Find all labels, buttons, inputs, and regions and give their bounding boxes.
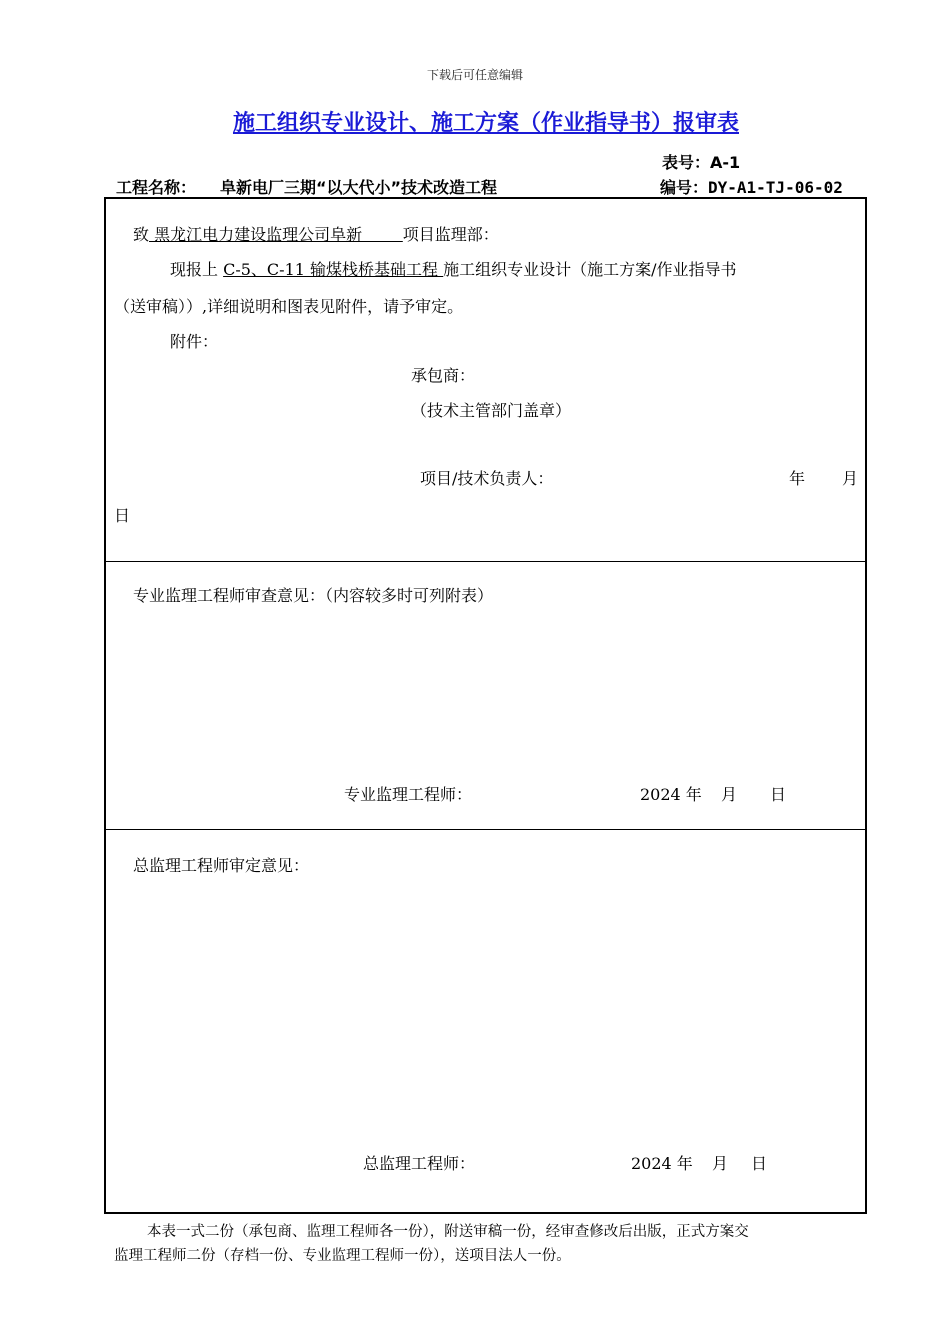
sec1-year-label: 年 [789, 469, 806, 488]
contractor-label: 承包商： [411, 366, 476, 385]
submission-line-2: （送审稿））,详细说明和图表见附件，请予审定。 [114, 297, 464, 316]
form-number: 表号：A-1 [662, 153, 741, 172]
header-note: 下载后可任意编辑 [426, 68, 523, 82]
form-table [104, 197, 867, 1214]
submission-prefix: 现报上 [170, 260, 224, 279]
specialist-signer-label: 专业监理工程师： [344, 785, 473, 804]
sec3-date-month: 月 [712, 1154, 729, 1173]
document-title: 施工组织专业设计、施工方案（作业指导书）报审表 [232, 111, 739, 136]
submission-project: C-5、C-11 输煤栈桥基础工程 [223, 260, 444, 279]
footnote-line-2: 监理工程师二份（存档一份、专业监理工程师一份），送项目法人一份。 [114, 1248, 571, 1264]
responsible-label: 项目/技术负责人： [420, 469, 554, 488]
stamp-note: （技术主管部门盖章） [411, 401, 572, 420]
sec1-month-label: 月 [842, 469, 859, 488]
sec2-date-day: 日 [770, 785, 787, 804]
sec2-date-year: 2024 年 [640, 785, 702, 804]
recipient-suffix: 项目监理部： [402, 225, 499, 244]
section-divider-1 [104, 561, 867, 562]
footnote-line-1: 本表一式二份（承包商、监理工程师各一份），附送审稿一份，经审查修改后出版，正式方案交 [147, 1224, 749, 1240]
submission-suffix: 施工组织专业设计（施工方案/作业指导书 [443, 260, 737, 279]
recipient-prefix: 致 [133, 225, 150, 244]
sec2-date-month: 月 [721, 785, 738, 804]
attachment-label: 附件： [170, 332, 219, 351]
project-label: 工程名称： [116, 178, 197, 197]
recipient-company: 黑龙江电力建设监理公司阜新 [149, 225, 403, 244]
chief-signer-label: 总监理工程师： [363, 1154, 476, 1173]
sec3-date-year: 2024 年 [631, 1154, 693, 1173]
chief-opinion-label: 总监理工程师审定意见： [133, 856, 310, 875]
section-divider-2 [104, 829, 867, 830]
sec3-date-day: 日 [751, 1154, 768, 1173]
project-name: 阜新电厂三期“以大代小”技术改造工程 [220, 178, 498, 197]
serial-number: 编号：DY-A1-TJ-06-02 [660, 178, 843, 197]
sec1-day-label: 日 [114, 506, 131, 525]
specialist-opinion-label: 专业监理工程师审查意见：（内容较多时可列附表） [133, 586, 494, 605]
recipient-line [133, 222, 499, 245]
submission-line-1 [170, 257, 737, 280]
